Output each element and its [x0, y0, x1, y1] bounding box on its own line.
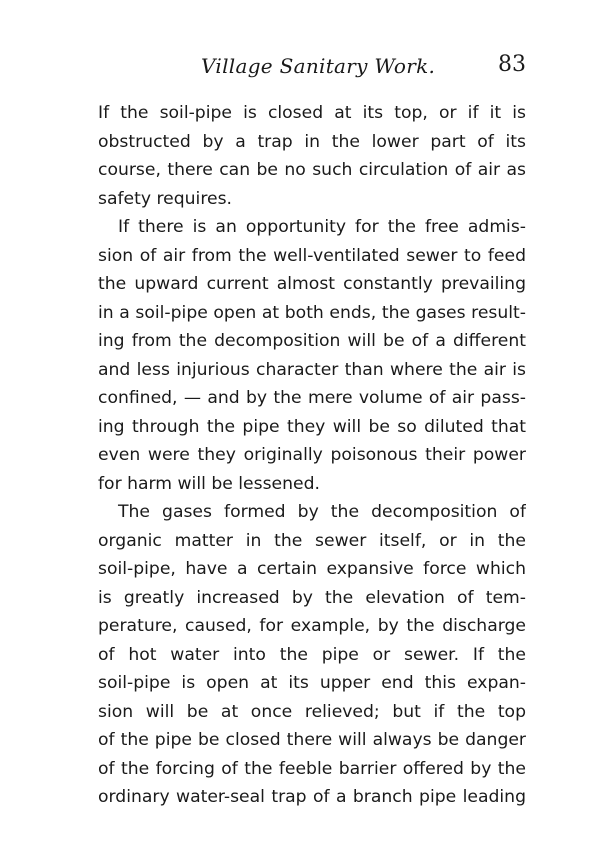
- text-line: If there is an opportunity for the free admis-: [118, 217, 526, 237]
- text-line: even were they originally poisonous their power: [98, 445, 526, 465]
- text-line: the upward current almost constantly prevailing: [98, 274, 526, 294]
- text-line: confined, — and by the mere volume of air pass-: [98, 388, 526, 408]
- text-line: for harm will be lessened.: [98, 473, 320, 494]
- text-line: ing from the decomposition will be of a different: [98, 331, 526, 351]
- text-line: safety requires.: [98, 188, 233, 209]
- running-head: Village Sanitary Work.: [201, 54, 436, 78]
- text-line: course, there can be no such circulation of air as: [98, 160, 526, 180]
- text-line: sion will be at once relieved; but if the top: [98, 701, 526, 722]
- text-line: and less injurious character than where the air is: [98, 359, 526, 380]
- text-line: of the forcing of the feeble barrier offered by the: [98, 758, 526, 779]
- text-line: is greatly increased by the elevation of tem-: [98, 587, 526, 608]
- text-line: If the soil-pipe is closed at its top, or if it is: [98, 103, 526, 123]
- text-line: of the pipe be closed there will always be danger: [98, 730, 526, 750]
- text-line: soil-pipe is open at its upper end this expan-: [98, 673, 526, 693]
- page-number: 83: [498, 52, 526, 77]
- text-line: of hot water into the pipe or sewer. If the: [98, 644, 526, 665]
- text-line: in a soil-pipe open at both ends, the gases result-: [98, 302, 526, 323]
- page-header: [98, 52, 526, 82]
- text-line: sion of air from the well-ventilated sewer to feed: [98, 245, 526, 266]
- text-line: obstructed by a trap in the lower part of its: [98, 131, 526, 152]
- text-line: ordinary water-seal trap of a branch pipe leading: [98, 787, 526, 807]
- body-text: [98, 99, 526, 812]
- text-line: soil-pipe, have a certain expansive force which: [98, 559, 526, 579]
- text-line: The gases formed by the decomposition of: [118, 502, 526, 522]
- text-line: perature, caused, for example, by the discharge: [98, 616, 526, 636]
- text-line: organic matter in the sewer itself, or in the: [98, 530, 526, 551]
- text-line: ing through the pipe they will be so diluted that: [98, 416, 526, 437]
